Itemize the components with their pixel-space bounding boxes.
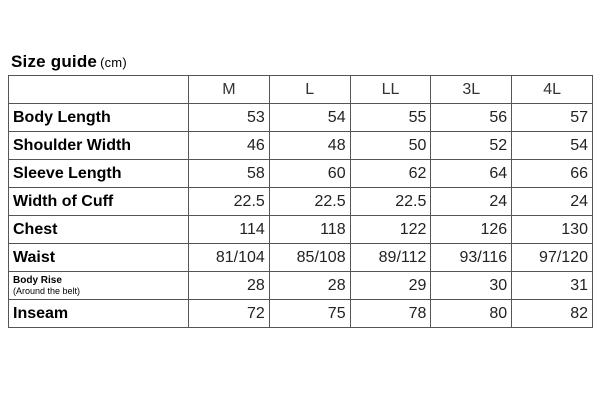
row-label: Chest — [9, 216, 189, 244]
table-cell: 58 — [189, 160, 270, 188]
table-cell: 46 — [189, 132, 270, 160]
row-label: Shoulder Width — [9, 132, 189, 160]
table-cell: 126 — [431, 216, 512, 244]
table-row — [9, 216, 593, 244]
table-cell: 56 — [431, 104, 512, 132]
size-header-ll: LL — [350, 76, 431, 104]
table-cell: 78 — [350, 300, 431, 328]
row-label: Waist — [9, 244, 189, 272]
row-label: Width of Cuff — [9, 188, 189, 216]
table-cell: 80 — [431, 300, 512, 328]
table-row — [9, 188, 593, 216]
size-guide-title — [11, 52, 127, 72]
table-cell: 24 — [431, 188, 512, 216]
table-cell: 97/120 — [512, 244, 593, 272]
table-cell: 72 — [189, 300, 270, 328]
row-label: Inseam — [9, 300, 189, 328]
table-cell: 54 — [269, 104, 350, 132]
table-cell: 82 — [512, 300, 593, 328]
table-cell: 22.5 — [189, 188, 270, 216]
title-text: Size guide — [11, 52, 98, 71]
table-cell: 64 — [431, 160, 512, 188]
table-cell: 54 — [512, 132, 593, 160]
table-cell: 75 — [269, 300, 350, 328]
table-row — [9, 132, 593, 160]
size-table — [8, 75, 593, 328]
size-header-4l: 4L — [512, 76, 593, 104]
row-label — [9, 272, 189, 300]
table-cell: 60 — [269, 160, 350, 188]
table-cell: 50 — [350, 132, 431, 160]
table-cell: 22.5 — [350, 188, 431, 216]
table-cell: 130 — [512, 216, 593, 244]
table-cell: 28 — [189, 272, 270, 300]
row-label: Body Length — [9, 104, 189, 132]
table-row — [9, 300, 593, 328]
table-row — [9, 104, 593, 132]
table-cell: 118 — [269, 216, 350, 244]
table-cell: 22.5 — [269, 188, 350, 216]
table-cell: 31 — [512, 272, 593, 300]
table-row — [9, 160, 593, 188]
table-cell: 85/108 — [269, 244, 350, 272]
table-row — [9, 272, 593, 300]
size-header-3l: 3L — [431, 76, 512, 104]
table-cell: 93/116 — [431, 244, 512, 272]
table-cell: 89/112 — [350, 244, 431, 272]
table-cell: 114 — [189, 216, 270, 244]
unit-text: (cm) — [100, 55, 127, 70]
table-cell: 53 — [189, 104, 270, 132]
row-label-sub: (Around the belt) — [13, 285, 81, 296]
table-cell: 52 — [431, 132, 512, 160]
table-cell: 66 — [512, 160, 593, 188]
header-row — [9, 76, 593, 104]
row-label-main: Body Rise — [13, 274, 62, 286]
table-cell: 30 — [431, 272, 512, 300]
table-cell: 28 — [269, 272, 350, 300]
row-label: Sleeve Length — [9, 160, 189, 188]
table-cell: 55 — [350, 104, 431, 132]
table-cell: 29 — [350, 272, 431, 300]
corner-cell — [9, 76, 189, 104]
table-cell: 48 — [269, 132, 350, 160]
size-header-l: L — [269, 76, 350, 104]
size-header-m: M — [189, 76, 270, 104]
table-cell: 57 — [512, 104, 593, 132]
table-row — [9, 244, 593, 272]
table-cell: 24 — [512, 188, 593, 216]
table-cell: 81/104 — [189, 244, 270, 272]
table-cell: 62 — [350, 160, 431, 188]
table-cell: 122 — [350, 216, 431, 244]
